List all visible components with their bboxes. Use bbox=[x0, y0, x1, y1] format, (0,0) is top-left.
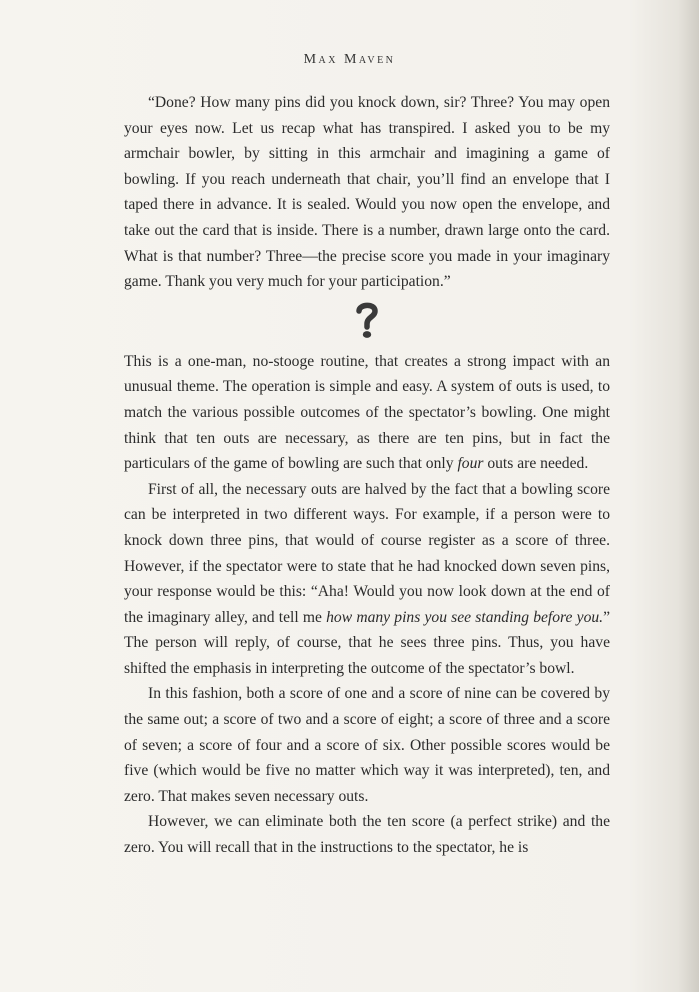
paragraph-eliminate: However, we can eliminate both the ten score (a perfect strike) and the zero. You will recall that in the instructions to the spectator, he is bbox=[124, 813, 610, 857]
paragraph-dialogue: “Done? How many pins did you knock down, sir? Three? You may open your eyes now. Let us recap what has transpired. I asked you to be my armchair bowler, by sitting in this armchair and imagining a game of bowling. If you reach underneath that chair, you’ll find an envelope that I taped there in advance. It is sealed. Would you now open the envelope, and take out the card that is inside. There is a number, drawn large onto the card. What is that number? Three—the precise score you made in your imaginary game. Thank you very much for your participation.” bbox=[124, 94, 610, 291]
paragraph-halved-outs bbox=[124, 477, 610, 682]
question-mark-ornament-icon bbox=[355, 301, 379, 339]
paragraph-intro-text-b: outs are needed. bbox=[483, 455, 589, 473]
paragraph-halved-text-a: First of all, the necessary outs are halved by the fact that a bowling score can be interpreted in two different ways. For example, if a person were to knock down three pins, that would of course register as a score of three. However, if the spectator were to state that he had knocked down seven pins, your response would be this: “Aha! Would you now look down at the end of the imaginary alley, and tell me bbox=[124, 480, 610, 626]
section-ornament bbox=[124, 301, 610, 345]
paragraph-intro-text-a: This is a one-man, no-stooge routine, that creates a strong impact with an unusual theme. The operation is simple and easy. A system of outs is used, to match the various possible outcomes of the spectator’s bowling. One might think that ten outs are necessary, as there are ten pins, but in fact the particulars of the game of bowling are such that only bbox=[124, 352, 610, 473]
running-head: Max Maven bbox=[303, 52, 396, 67]
paragraph-score-pairs: In this fashion, both a score of one and a score of nine can be covered by the same out; a score of two and a score of eight; a score of three and a score of seven; a score of four and a score of six. Other possible scores would be five (which would be five no matter which way it was interpreted), ten, and zero. That makes seven necessary outs. bbox=[124, 685, 610, 805]
body-text bbox=[124, 90, 610, 861]
paragraph-halved-text-b: ” The person will reply, of course, that he sees three pins. Thus, you have shifted the emphasis in interpreting the outcome of the spectator’s bowl. bbox=[124, 608, 610, 677]
paragraph-halved-emphasis: how many pins you see standing before you. bbox=[326, 608, 604, 626]
paragraph-intro-emphasis: four bbox=[457, 455, 484, 473]
paragraph-intro bbox=[124, 349, 610, 477]
